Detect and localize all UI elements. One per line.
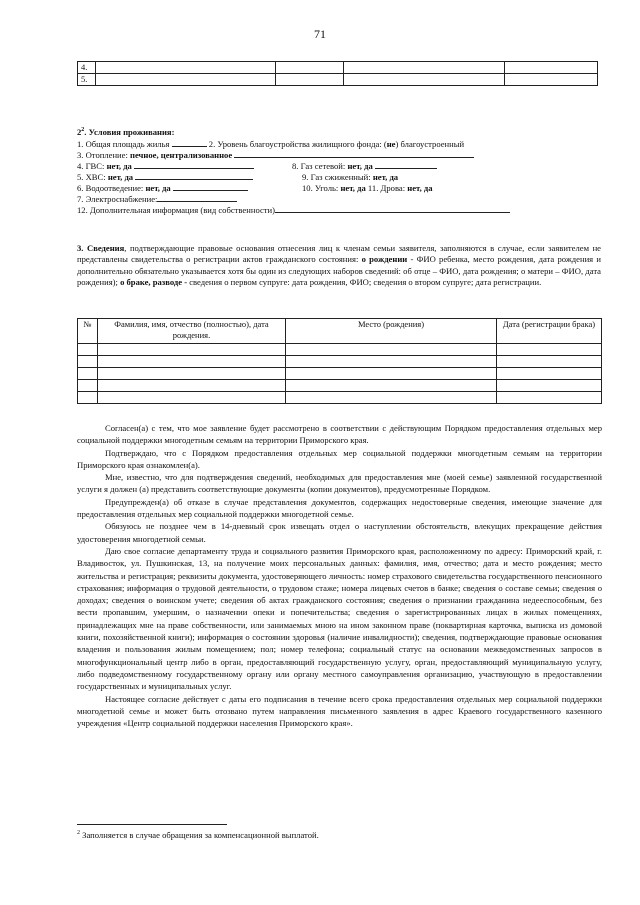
footnote-separator [77, 824, 227, 825]
family-members-table [77, 318, 602, 404]
table-row [78, 344, 602, 356]
continuation-table [77, 61, 598, 86]
living-conditions-section: $2^2$. Условия проживания: 1. Общая площадь жилья 2. Уровень благоустройства жилищного фонда: (не) благоустроенный 3. Отопление: печное, централизованное 4. ГВС: нет, да 8. Газ сетевой: нет, да 5. ХВС: нет, да 9. Газ сжиженный: нет, да 6. Водоотведение: нет, да 10. Уголь: нет, да 11. Дрова: нет, да 7. Электроснабжение: 12. Дополнительная информация (вид собственности) [77, 127, 602, 215]
paragraph: Даю свое согласие департаменту труда и социального развития Приморского края, расположенному по адресу: Приморский край, г. Владивосток, ул. Пушкинская, 13, на получение моих персональных данных: фамилия, имя, отчество; дата и место рождения; место жительства и регистрация; реквизиты документа, удостоверяющего личность: номер страхового свидетельства государственного пенсионного страхования; информация о трудовой деятельности, о трудовом стаже; номера лицевых счетов в банке; сведения о составе семьи; сведения о доходах; сведения о воинском учете; сведения об актах гражданского состояния; сведения о признании гражданина недееспособным, без вести пропавшим, умершим, о назначении опеки и попечительства; сведения о зарегистрированных лицах в жилых помещениях, принадлежащих мне на праве собственности, или занимаемых мною на ином законном праве (поквартирная карточка, выписка из домовой книги, похозяйственной книги); информация о состоянии здоровья (наличие инвалидности); сведения, подтверждающие правовые основания владения и пользования жилым помещением; пол; номер телефона; социальный статус на основании межведомственных запросов в многофункциональный центр либо в орган, предоставляющий государственную услугу, орган, предоставляющий муниципальную услугу, либо подведомственному государственному органу или органу местного самоуправления организацию, участвующую в предоставлении государственных и муниципальных услуг. [77, 545, 602, 692]
table-row [78, 74, 598, 86]
heating-field[interactable] [234, 149, 474, 158]
section-title: $2^2$. Условия проживания: [77, 127, 175, 137]
paragraph: Согласен(а) с тем, что мое заявление будет рассмотрено в соответствии с действующим Порядком предоставления отдельных мер социальной поддержки многодетным семьям на территории Приморского края. [77, 423, 602, 446]
paragraph: Мне, известно, что для подтверждения сведений, необходимых для предоставления мне (моей семье) заявленной государственной услуги я должен (а) представить соответствующие документы (копии документов), предусмотренные Порядком. [77, 472, 602, 495]
paragraph: Настоящее согласие действует с даты его подписания в течение всего срока предоставления отдельных мер социальной поддержки многодетной семье и может быть отозвано путем направления письменного заявления в адрес Краевого государственного казенного учреждения «Центр социальной поддержки населения Приморского края». [77, 693, 602, 729]
footnote-ref: 2 [81, 127, 85, 134]
table-header: № Фамилия, имя, отчество (полностью), дата рождения. Место (рождения) Дата (регистрации брака) [78, 319, 602, 344]
table-row [78, 368, 602, 380]
table-row [78, 392, 602, 404]
consent-text [77, 422, 602, 729]
page-number: 71 [314, 27, 326, 41]
paragraph: Предупрежден(а) об отказе в случае представления документов, содержащих недостоверные сведения, имеющие значение для предоставления отдельных мер социальной поддержки многодетной семье. [77, 496, 602, 520]
paragraph: Обязуюсь не позднее чем в 14-дневный срок извещать отдел о наступлении обстоятельств, влекущих прекращение действия удостоверения многодетной семьи. [77, 521, 602, 544]
area-field[interactable] [172, 138, 207, 147]
row-number: 4. [78, 62, 96, 74]
row-number: 5. [78, 74, 96, 86]
table-row [78, 356, 602, 368]
table-row [78, 62, 598, 74]
table-row [78, 380, 602, 392]
section3-intro: 3. Сведения, подтверждающие правовые основания отнесения лиц к членам семьи заявителя, заполняются в случае, если заявителем не представлены свидетельства о регистрации актов гражданского состояния: о рождении - ФИО ребенка, место рождения, дата рождения и дополнительно обязательно указывается хотя бы один из следующих наборов сведений: об отце – ФИО, дата рождения; о матери – ФИО, дата рождения); о браке, разводе - сведения о первом супруге: дата рождения, ФИО; сведения о втором супруге; дата регистрации. [77, 243, 601, 287]
paragraph: Подтверждаю, что с Порядком предоставления отдельных мер социальной поддержки многодетным семьям на территории Приморского края ознакомлен(а). [77, 447, 602, 470]
footnote: $^2$ Заполняется в случае обращения за компенсационной выплатой. [77, 830, 319, 840]
